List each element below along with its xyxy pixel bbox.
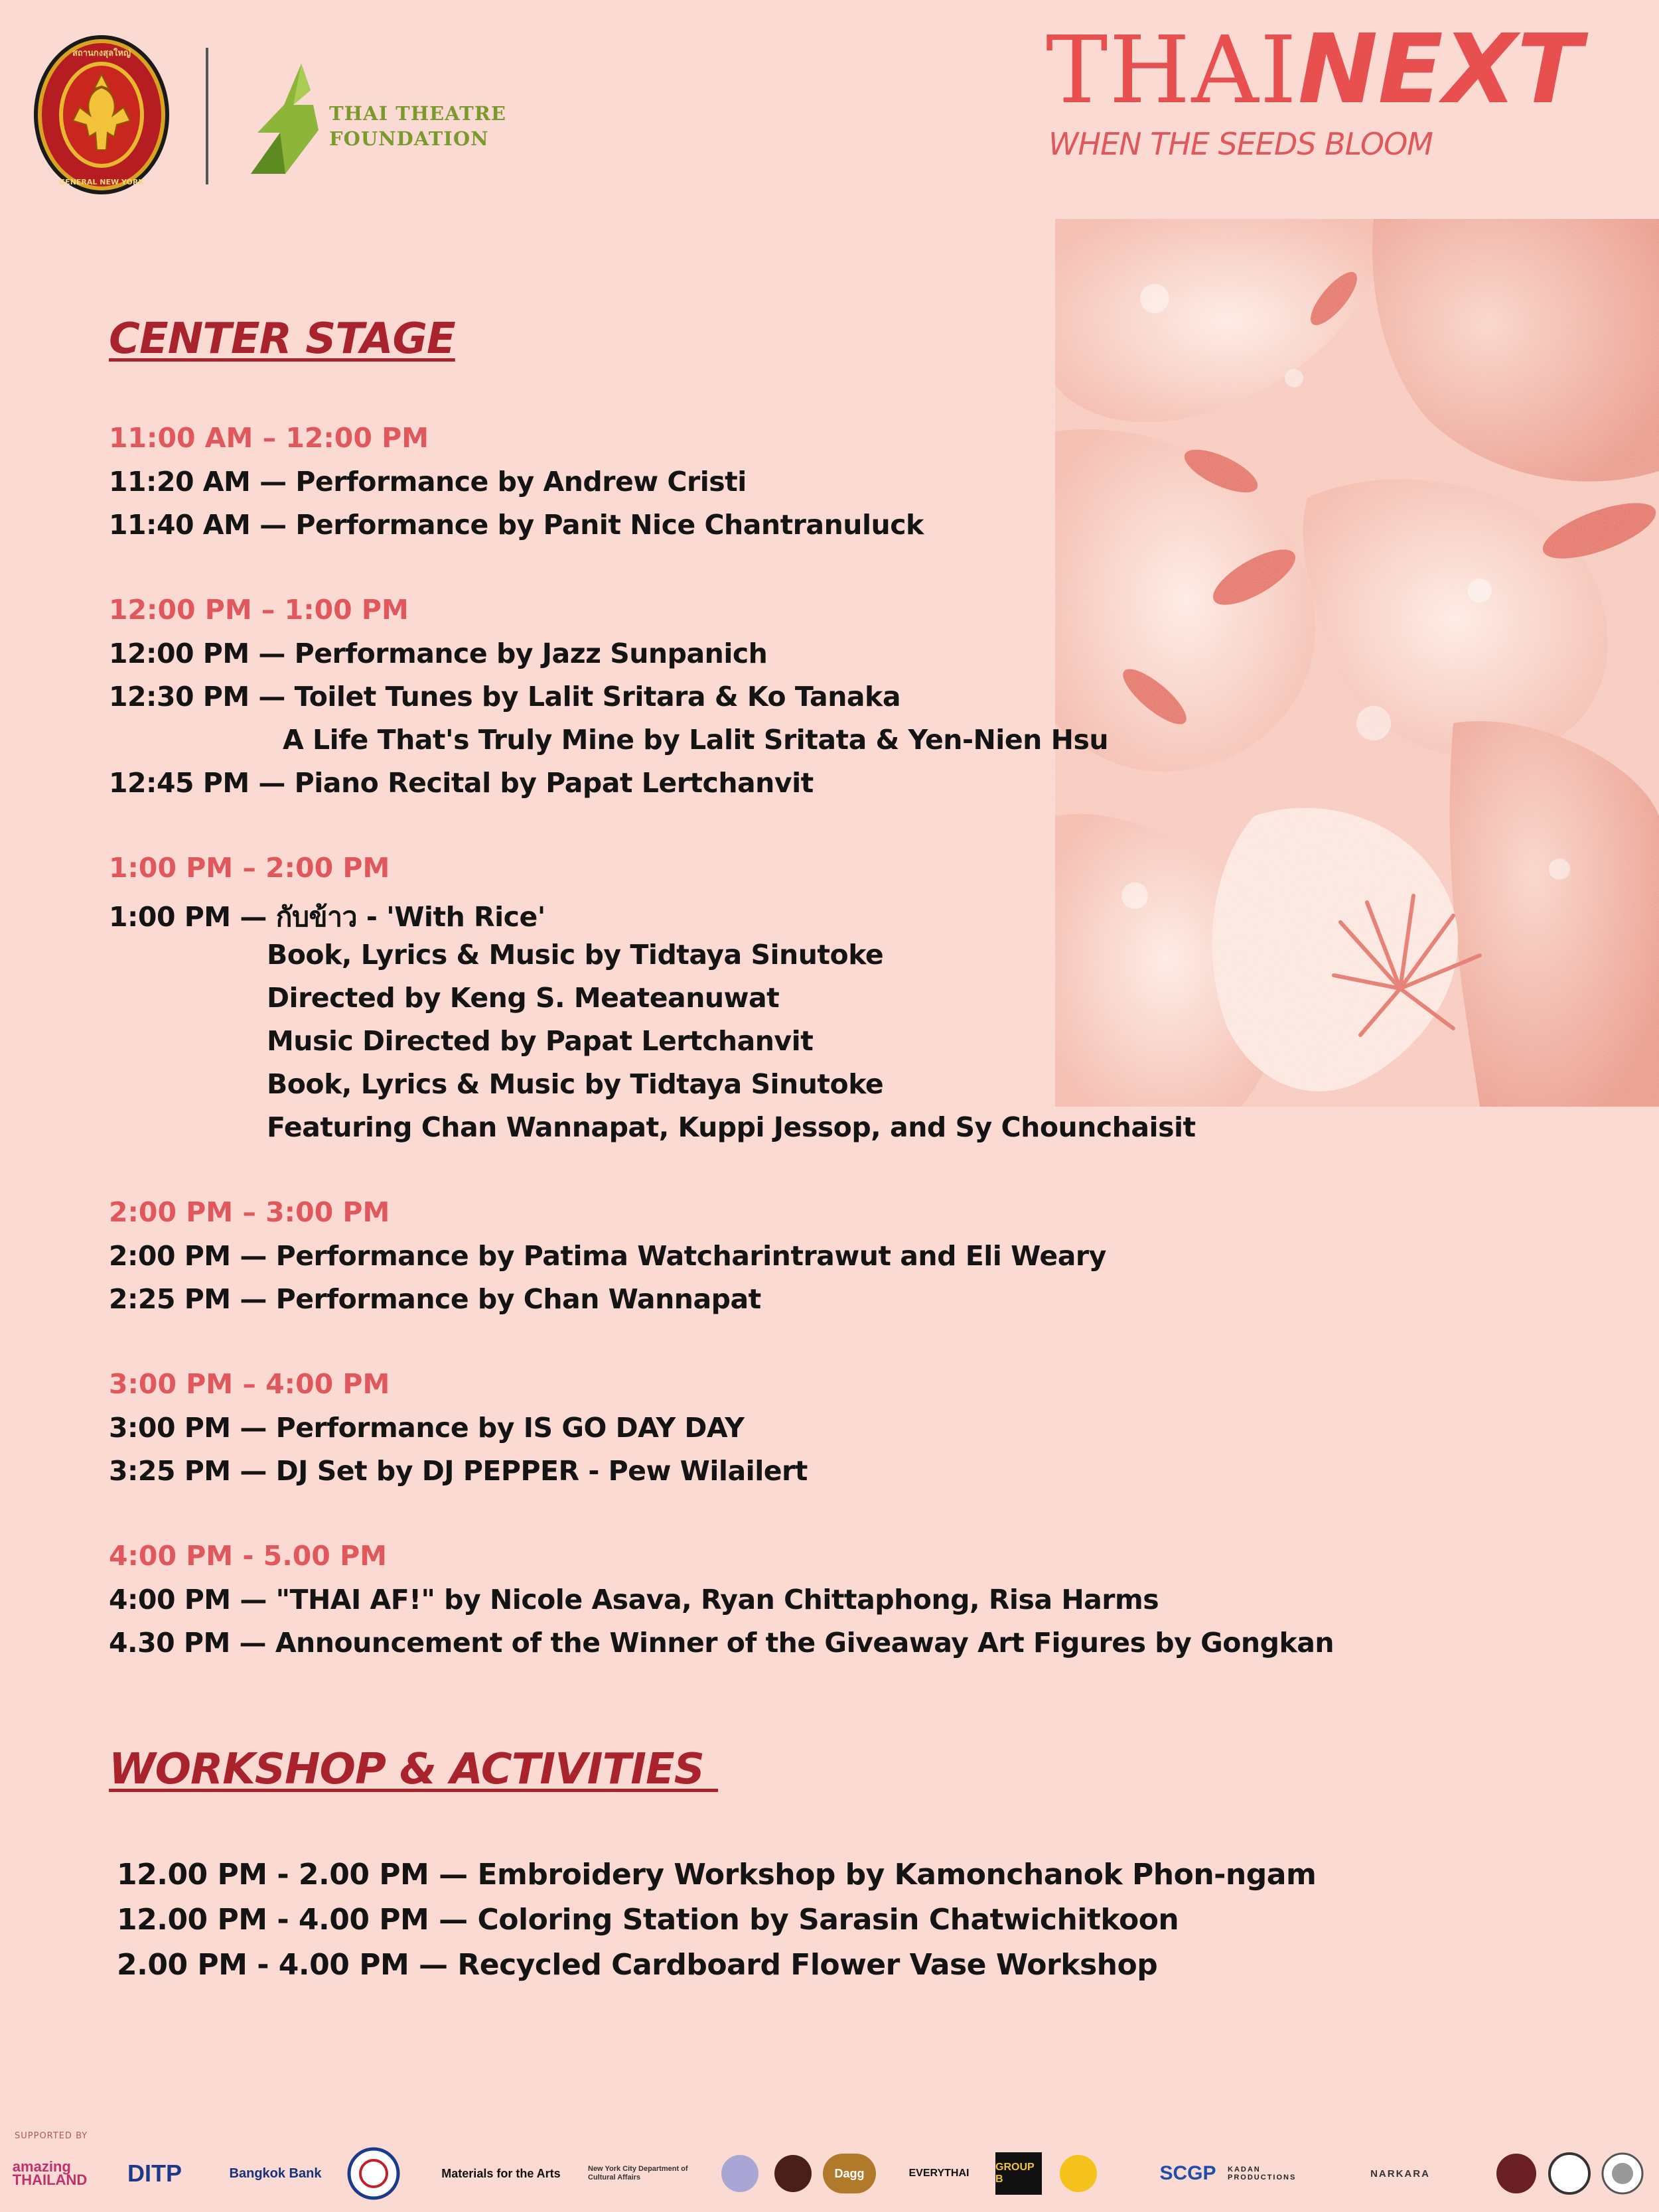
schedule-line: 2:25 PM — Performance by Chan Wannapat xyxy=(109,1283,761,1315)
sponsor-bangkok-bank: Bangkok Bank xyxy=(229,2166,322,2181)
schedule-line: 11:40 AM — Performance by Panit Nice Chantranuluck xyxy=(109,509,924,541)
sponsor-maroon-logo xyxy=(1493,2147,1540,2200)
sponsor-emblem-logo xyxy=(345,2147,402,2200)
thai-theatre-foundation-logo xyxy=(244,64,326,174)
foundation-name xyxy=(329,101,506,151)
schedule-line: 12:45 PM — Piano Recital by Papat Lertchanvit xyxy=(109,767,814,799)
schedule-line: 1:00 PM — กับข้าว - 'With Rice' xyxy=(109,901,545,933)
sponsor-circle-logo-2 xyxy=(770,2147,816,2200)
sponsor-logo-row xyxy=(13,2147,1646,2200)
slot-heading-11am: 11:00 AM – 12:00 PM xyxy=(109,422,429,454)
flower-photo xyxy=(1055,219,1659,1107)
schedule-line: 2:00 PM — Performance by Patima Watcharintrawut and Eli Weary xyxy=(109,1240,1106,1272)
schedule-line: Directed by Keng S. Meateanuwat xyxy=(267,982,780,1014)
schedule-line: 4:00 PM — "THAI AF!" by Nicole Asava, Ryan Chittaphong, Risa Harms xyxy=(109,1584,1159,1616)
consulate-seal-logo xyxy=(32,33,171,196)
brand-tagline: WHEN THE SEEDS BLOOM xyxy=(1048,126,1433,162)
schedule-line: 3:00 PM — Performance by IS GO DAY DAY xyxy=(109,1412,745,1444)
schedule-line: 11:20 AM — Performance by Andrew Cristi xyxy=(109,466,747,498)
sponsor-yellow-logo xyxy=(1055,2147,1102,2200)
sponsor-seal-logo xyxy=(1546,2147,1593,2200)
sponsor-group-b: GROUP B xyxy=(995,2152,1042,2195)
brand-thai: THAI xyxy=(1046,17,1298,125)
sponsor-everythai: EVERYTHAI xyxy=(908,2168,970,2179)
supported-by-label: SUPPORTED BY xyxy=(15,2131,88,2141)
slot-heading-12pm: 12:00 PM – 1:00 PM xyxy=(109,594,409,626)
slot-heading-4pm: 4:00 PM - 5.00 PM xyxy=(109,1540,387,1572)
sponsor-dagg: Dagg xyxy=(823,2154,876,2193)
schedule-line: 12:30 PM — Toilet Tunes by Lalit Sritara & Ko Tanaka xyxy=(109,681,901,713)
schedule-line: 4.30 PM — Announcement of the Winner of the Giveaway Art Figures by Gongkan xyxy=(109,1627,1334,1659)
svg-text:สถานกงสุลใหญ่: สถานกงสุลใหญ่ xyxy=(72,48,131,58)
workshop-line: 12.00 PM - 4.00 PM — Coloring Station by Sarasin Chatwichitkoon xyxy=(117,1903,1179,1937)
brand-wordmark xyxy=(1046,13,1583,125)
workshop-line: 2.00 PM - 4.00 PM — Recycled Cardboard Flower Vase Workshop xyxy=(117,1948,1158,1982)
slot-heading-1pm: 1:00 PM – 2:00 PM xyxy=(109,852,390,884)
schedule-line: A Life That's Truly Mine by Lalit Sritata & Yen-Nien Hsu xyxy=(283,724,1109,756)
sponsor-amazing-thailand: amazing THAILAND xyxy=(12,2158,88,2188)
brand-next: NEXT xyxy=(1297,13,1583,125)
header-divider xyxy=(206,48,208,184)
sponsor-circle-logo-1 xyxy=(717,2147,763,2200)
sponsor-scgp: SCGP xyxy=(1159,2162,1216,2184)
schedule-line: 12:00 PM — Performance by Jazz Sunpanich xyxy=(109,638,768,669)
sponsor-crest-logo xyxy=(1599,2147,1646,2200)
foundation-name-line2: FOUNDATION xyxy=(329,127,489,150)
schedule-line: Featuring Chan Wannapat, Kuppi Jessop, and Sy Chounchaisit xyxy=(267,1111,1196,1143)
sponsor-ditp: DITP xyxy=(127,2160,182,2187)
schedule-line: Book, Lyrics & Music by Tidtaya Sinutoke xyxy=(267,1068,884,1100)
svg-text:GENERAL NEW YORK: GENERAL NEW YORK xyxy=(59,178,144,186)
workshops-title: WORKSHOP & ACTIVITIES xyxy=(109,1745,719,1794)
center-stage-title: CENTER STAGE xyxy=(109,314,455,364)
sponsor-kadan: KADAN PRODUCTIONS xyxy=(1228,2166,1297,2181)
schedule-line: 3:25 PM — DJ Set by DJ PEPPER - Pew Wilailert xyxy=(109,1455,808,1487)
sponsor-nyc-cultural-affairs: New York City Department of Cultural Affairs xyxy=(588,2165,688,2181)
sponsor-narkara: NARKARA xyxy=(1370,2168,1430,2179)
foundation-name-line1: THAI THEATRE xyxy=(329,102,506,125)
workshop-line: 12.00 PM - 2.00 PM — Embroidery Workshop by Kamonchanok Phon-ngam xyxy=(117,1858,1317,1892)
schedule-line: Book, Lyrics & Music by Tidtaya Sinutoke xyxy=(267,939,884,971)
slot-heading-2pm: 2:00 PM – 3:00 PM xyxy=(109,1196,390,1228)
schedule-line: Music Directed by Papat Lertchanvit xyxy=(267,1025,814,1057)
slot-heading-3pm: 3:00 PM – 4:00 PM xyxy=(109,1368,390,1400)
sponsor-materials-for-the-arts: Materials for the Arts xyxy=(441,2167,561,2180)
